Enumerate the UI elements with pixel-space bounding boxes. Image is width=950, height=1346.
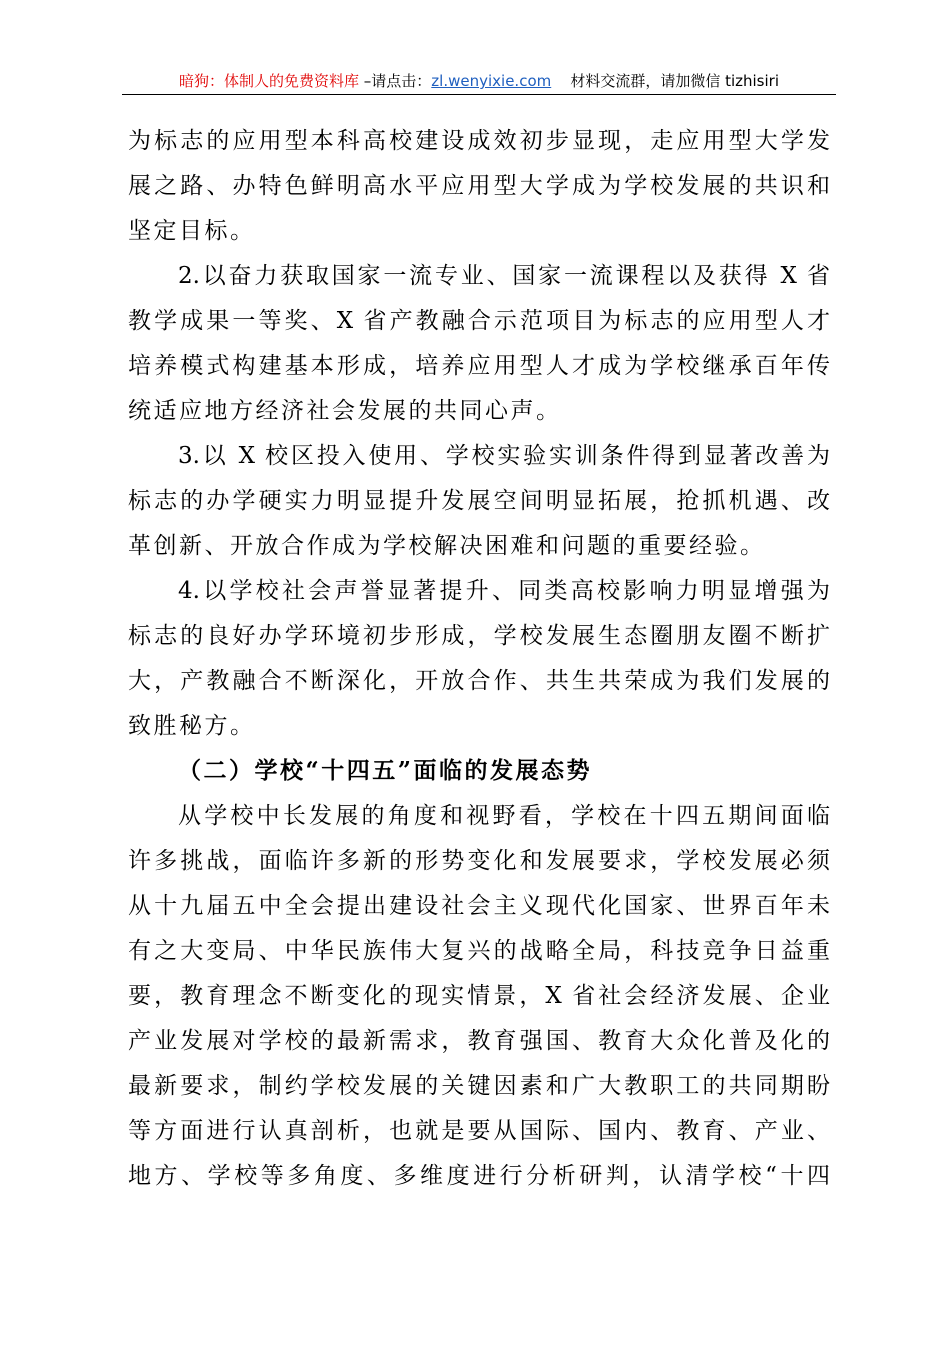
paragraph-line: 革创新、开放合作成为学校解决困难和问题的重要经验。 bbox=[128, 533, 766, 559]
header-brand: 暗狗：体制人的免费资料库 bbox=[179, 72, 360, 90]
section-heading: （二）学校“十四五”面临的发展态势 bbox=[178, 757, 592, 784]
paragraph-line: 培养模式构建基本形成，培养应用型人才成为学校继承百年传 bbox=[128, 353, 830, 379]
paragraph-line: 最新要求，制约学校发展的关键因素和广大教职工的共同期盼 bbox=[128, 1073, 830, 1099]
paragraph-line: 标志的良好办学环境初步形成，学校发展生态圈朋友圈不断扩 bbox=[128, 623, 830, 649]
paragraph-line: 展之路、办特色鲜明高水平应用型大学成为学校发展的共识和 bbox=[128, 173, 830, 199]
paragraph-line: 3.以 X 校区投入使用、学校实验实训条件得到显著改善为 bbox=[178, 443, 830, 469]
paragraph-line: 4.以学校社会声誉显著提升、同类高校影响力明显增强为 bbox=[178, 578, 830, 604]
paragraph-line: 许多挑战，面临许多新的形势变化和发展要求，学校发展必须 bbox=[128, 848, 830, 874]
paragraph-line: 有之大变局、中华民族伟大复兴的战略全局，科技竞争日益重 bbox=[128, 938, 830, 964]
paragraph-line: 从十九届五中全会提出建设社会主义现代化国家、世界百年未 bbox=[128, 893, 830, 919]
header-contact: 材料交流群，请加微信 tizhisiri bbox=[570, 72, 779, 90]
paragraph-line: 为标志的应用型本科高校建设成效初步显现，走应用型大学发 bbox=[128, 128, 830, 154]
paragraph-line: 2.以奋力获取国家一流专业、国家一流课程以及获得 X 省 bbox=[178, 263, 830, 289]
paragraph-line: 致胜秘方。 bbox=[128, 713, 256, 739]
paragraph-line: 产业发展对学校的最新需求，教育强国、教育大众化普及化的 bbox=[128, 1028, 830, 1054]
paragraph-line: 等方面进行认真剖析，也就是要从国际、国内、教育、产业、 bbox=[128, 1118, 830, 1144]
paragraph-line: 坚定目标。 bbox=[128, 218, 256, 244]
paragraph-line: 大，产教融合不断深化，开放合作、共生共荣成为我们发展的 bbox=[128, 668, 830, 694]
paragraph-line: 统适应地方经济社会发展的共同心声。 bbox=[128, 398, 562, 424]
paragraph-line: 要，教育理念不断变化的现实情景，X 省社会经济发展、企业 bbox=[128, 983, 830, 1009]
page-header bbox=[122, 70, 836, 95]
header-link[interactable]: zl.wenyixie.com bbox=[431, 72, 552, 90]
paragraph-line: 标志的办学硬实力明显提升发展空间明显拓展，抢抓机遇、改 bbox=[128, 488, 830, 514]
paragraph-line: 教学成果一等奖、X 省产教融合示范项目为标志的应用型人才 bbox=[128, 308, 830, 334]
paragraph-line: 从学校中长发展的角度和视野看，学校在十四五期间面临 bbox=[178, 803, 830, 829]
header-click-prompt: –请点击： bbox=[359, 72, 432, 90]
paragraph-line: 地方、学校等多角度、多维度进行分析研判，认清学校“十四 bbox=[128, 1163, 830, 1189]
